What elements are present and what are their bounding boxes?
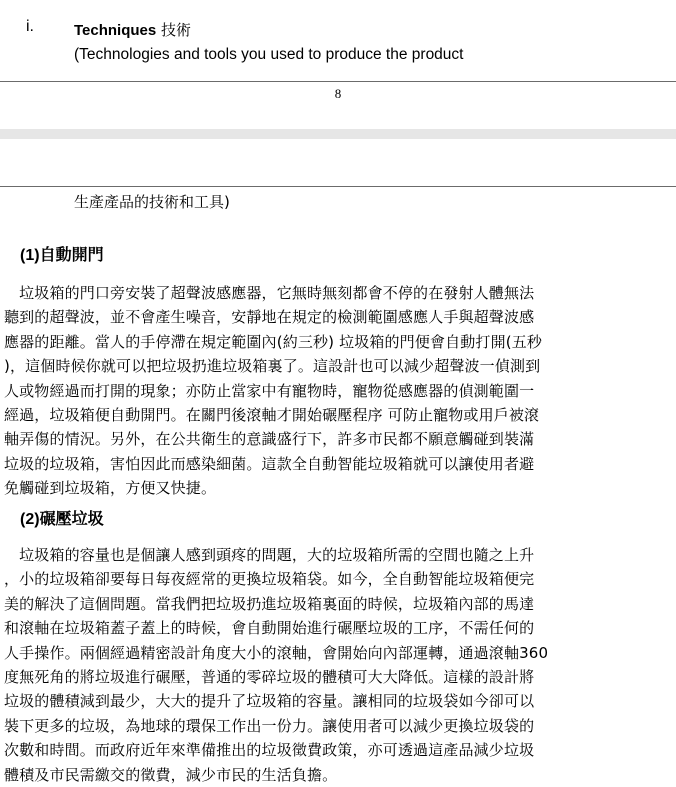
paragraph-line: 垃圾的體積減到最少，大大的提升了垃圾箱的容量。讓相同的垃圾袋如今卻可以 [4,692,535,711]
paragraph-line: 度無死角的將垃圾進行碾壓，普通的零碎垃圾的體積可大大降低。這樣的設計將 [4,668,535,687]
paragraph-line: 軸弄傷的情況。另外，在公共衛生的意識盛行下，許多市民都不願意觸碰到裝滿 [4,430,535,449]
heading-title-zh: 技術 [161,21,192,39]
paragraph-line: 免觸碰到垃圾箱，方便又快捷。 [4,479,217,498]
subtitle-continuation: 生產產品的技術和工具) [74,193,230,211]
paragraph-line: 體積及市民需繳交的徵費，減少市民的生活負擔。 [4,765,338,784]
paragraph-line: 次數和時間。而政府近年來準備推出的垃圾徵費政策，亦可透過這產品減少垃圾 [4,741,535,760]
paragraph-line: 美的解決了這個問題。當我們把垃圾扔進垃圾箱裏面的時候，垃圾箱內部的馬達 [4,594,535,613]
section-number: (2) [20,511,40,528]
section-title-auto-open [20,242,104,265]
page-break-rule-top [0,81,676,82]
paragraph-line: 應器的距離。當人的手停滯在規定範圍內(約三秒) 垃圾箱的門便會自動打開(五秒 [4,332,543,351]
page-gap [0,129,676,139]
heading-subtitle: (Technologies and tools you used to produce the product [74,46,464,63]
page-break-rule-bottom [0,186,676,187]
section-title-text: 自動開門 [39,245,104,264]
paragraph-line: 人或物經過而打開的現象；亦防止當家中有寵物時，寵物從感應器的偵測範圍一 [4,381,535,400]
section-title-compress [20,506,104,529]
paragraph-line: 和滾軸在垃圾箱蓋子蓋上的時候，會自動開始進行碾壓垃圾的工序，不需任何的 [4,619,535,638]
section-body-compress [4,543,674,787]
paragraph-line: 人手操作。兩個經過精密設計角度大小的滾軸，會開始向內部運轉，通過滾軸360 [4,643,549,662]
paragraph-line: )，這個時候你就可以把垃圾扔進垃圾箱裏了。這設計也可以減少超聲波一偵測到 [4,357,541,376]
section-title-text: 碾壓垃圾 [39,509,104,528]
paragraph-line: 聽到的超聲波，並不會產生噪音，安靜地在規定的檢測範圍感應人手與超聲波感 [4,308,535,327]
heading-title-en: Techniques [74,22,157,39]
paragraph-line: 垃圾箱的容量也是個讓人感到頭疼的問題，大的垃圾箱所需的空間也隨之上升 [4,546,535,564]
section-body-auto-open [4,281,674,501]
list-marker: i. [26,18,34,35]
paragraph-line: 裝下更多的垃圾，為地球的環保工作出一份力。讓使用者可以減少更換垃圾袋的 [4,716,535,735]
section-number: (1) [20,247,40,264]
paragraph-line: ，小的垃圾箱卻要每日每夜經常的更換垃圾箱袋。如今，全自動智能垃圾箱便完 [4,570,535,589]
page-number: 8 [334,86,342,101]
paragraph-line: 垃圾的垃圾箱，害怕因此而感染細菌。這款全自動智能垃圾箱就可以讓使用者避 [4,454,535,473]
section-heading [74,19,191,40]
paragraph-line: 經過，垃圾箱便自動開門。在關門後滾軸才開始碾壓程序 可防止寵物或用戶被滾 [4,406,540,425]
paragraph-line: 垃圾箱的門口旁安裝了超聲波感應器，它無時無刻都會不停的在發射人體無法 [4,284,535,302]
